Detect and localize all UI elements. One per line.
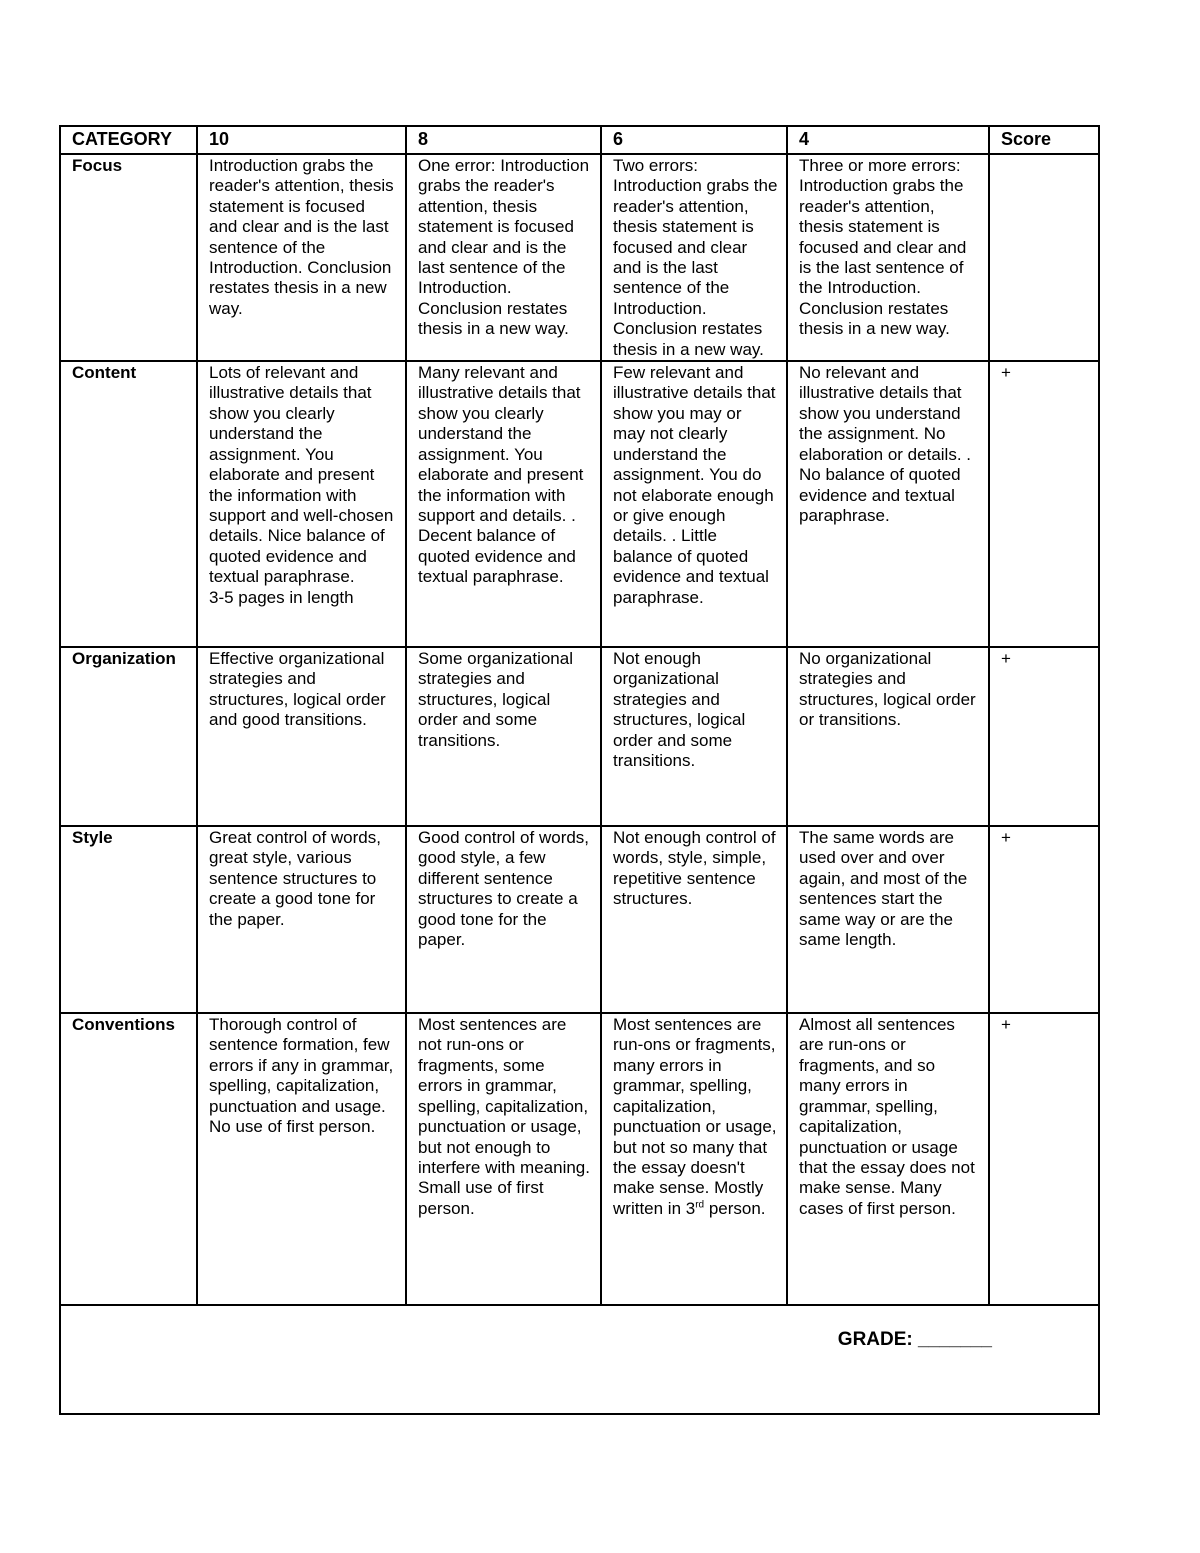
cell-content-10-pages: 3-5 pages in length bbox=[209, 587, 354, 607]
category-focus: Focus bbox=[60, 154, 197, 361]
cell-organization-8: Some organizational strategies and structures, logical order and some transitions. bbox=[406, 647, 601, 826]
cell-style-4: The same words are used over and over again, and most of the sentences start the same way or are the same length. bbox=[787, 826, 989, 1013]
cell-style-6: Not enough control of words, style, simple, repetitive sentence structures. bbox=[601, 826, 787, 1013]
cell-conventions-6-tail: person. bbox=[704, 1198, 766, 1218]
cell-conventions-10: Thorough control of sentence formation, few errors if any in grammar, spelling, capitalization, punctuation and usage. No use of first person. bbox=[197, 1013, 406, 1305]
cell-conventions-4: Almost all sentences are run-ons or fragments, and so many errors in grammar, spelling, capitalization, punctuation or usage that the essay does not make sense. Many cases of first person. bbox=[787, 1013, 989, 1305]
table-row-content bbox=[60, 361, 1099, 647]
header-category: CATEGORY bbox=[60, 126, 197, 154]
cell-conventions-6-sup: rd bbox=[695, 1199, 705, 1211]
cell-conventions-6 bbox=[601, 1013, 787, 1305]
score-content[interactable] bbox=[989, 361, 1099, 647]
cell-organization-4: No organizational strategies and structures, logical order or transitions. bbox=[787, 647, 989, 826]
cell-content-4: No relevant and illustrative details that show you understand the assignment. No elaboration or details. . No balance of quoted evidence and textual paraphrase. bbox=[787, 361, 989, 647]
score-organization[interactable] bbox=[989, 647, 1099, 826]
cell-style-10: Great control of words, great style, various sentence structures to create a good tone for the paper. bbox=[197, 826, 406, 1013]
rubric-table bbox=[59, 125, 1100, 1415]
cell-content-8: Many relevant and illustrative details that show you clearly understand the assignment. You elaborate and present the information with support and details. . Decent balance of quoted evidence and textual paraphrase. bbox=[406, 361, 601, 647]
cell-content-6: Few relevant and illustrative details that show you may or may not clearly understand the assignment. You do not elaborate enough or give enough details. . Little balance of quoted evidence and textual paraphrase. bbox=[601, 361, 787, 647]
table-row-conventions bbox=[60, 1013, 1099, 1305]
cell-style-8: Good control of words, good style, a few different sentence structures to create a good tone for the paper. bbox=[406, 826, 601, 1013]
header-row bbox=[60, 126, 1099, 154]
table-row-organization bbox=[60, 647, 1099, 826]
cell-organization-6: Not enough organizational strategies and structures, logical order and some transitions. bbox=[601, 647, 787, 826]
header-6: 6 bbox=[601, 126, 787, 154]
category-content: Content bbox=[60, 361, 197, 647]
score-conventions[interactable] bbox=[989, 1013, 1099, 1305]
cell-conventions-8: Most sentences are not run-ons or fragments, some errors in grammar, spelling, capitalization, punctuation or usage, but not enough to interfere with meaning. Small use of first person. bbox=[406, 1013, 601, 1305]
score-organization-mark: + bbox=[1001, 649, 1011, 669]
cell-organization-10: Effective organizational strategies and structures, logical order and good transitions. bbox=[197, 647, 406, 826]
table-row-style bbox=[60, 826, 1099, 1013]
header-score: Score bbox=[989, 126, 1099, 154]
cell-focus-10: Introduction grabs the reader's attention, thesis statement is focused and clear and is the last sentence of the Introduction. Conclusion restates thesis in a new way. bbox=[197, 154, 406, 361]
cell-focus-4: Three or more errors: Introduction grabs the reader's attention, thesis statement is focused and clear and is the last sentence of the Introduction. Conclusion restates thesis in a new way. bbox=[787, 154, 989, 361]
cell-focus-8: One error: Introduction grabs the reader's attention, thesis statement is focused and clear and is the last sentence of the Introduction. Conclusion restates thesis in a new way. bbox=[406, 154, 601, 361]
category-organization: Organization bbox=[60, 647, 197, 826]
header-4: 4 bbox=[787, 126, 989, 154]
score-style[interactable] bbox=[989, 826, 1099, 1013]
grade-label[interactable]: GRADE: _______ bbox=[837, 1329, 992, 1351]
header-10: 10 bbox=[197, 126, 406, 154]
cell-conventions-6-text: Most sentences are run-ons or fragments, many errors in grammar, spelling, capitalization, punctuation or usage, but not so many that the essay doesn't make sense. Mostly written in 3 bbox=[613, 1015, 777, 1218]
score-focus[interactable] bbox=[989, 154, 1099, 361]
header-8: 8 bbox=[406, 126, 601, 154]
score-conventions-mark: + bbox=[1001, 1015, 1011, 1035]
score-content-mark: + bbox=[1001, 363, 1011, 383]
score-style-mark: + bbox=[1001, 828, 1011, 848]
cell-focus-6: Two errors: Introduction grabs the reader's attention, thesis statement is focused and clear and is the last sentence of the Introduction. Conclusion restates thesis in a new way. bbox=[601, 154, 787, 361]
category-style: Style bbox=[60, 826, 197, 1013]
grade-row bbox=[60, 1305, 1099, 1414]
cell-content-10 bbox=[197, 361, 406, 647]
category-conventions: Conventions bbox=[60, 1013, 197, 1305]
grade-cell bbox=[60, 1305, 1099, 1414]
table-row-focus bbox=[60, 154, 1099, 361]
cell-content-10-text: Lots of relevant and illustrative details that show you clearly understand the assignment. You elaborate and present the information with support and well-chosen details. Nice balance of quoted evidence and textual paraphrase. bbox=[209, 363, 394, 587]
